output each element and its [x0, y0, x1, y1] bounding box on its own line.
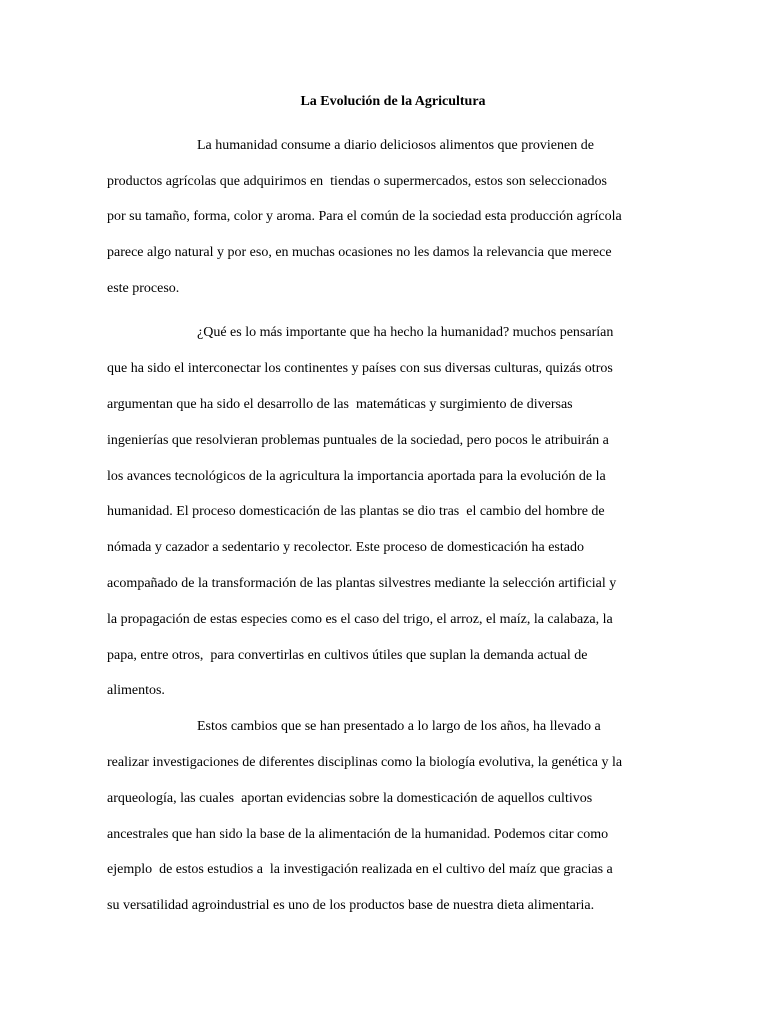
- paragraph-2-line-4: ingenierías que resolvieran problemas puntuales de la sociedad, pero pocos le atribuirán a: [107, 433, 609, 448]
- paragraph-2-line-5: los avances tecnológicos de la agricultura la importancia aportada para la evolución de la: [107, 469, 606, 484]
- paragraph-1-line-1: La humanidad consume a diario deliciosos alimentos que provienen de: [197, 138, 594, 153]
- paragraph-3-line-4: ancestrales que han sido la base de la alimentación de la humanidad. Podemos citar como: [107, 827, 609, 842]
- paragraph-3-line-6: su versatilidad agroindustrial es uno de los productos base de nuestra dieta alimentaria.: [107, 898, 595, 913]
- paragraph-2-line-7: nómada y cazador a sedentario y recolector. Este proceso de domesticación ha estado: [107, 540, 584, 555]
- paragraph-3-line-1: Estos cambios que se han presentado a lo largo de los años, ha llevado a: [197, 719, 601, 734]
- paragraph-2-line-11: alimentos.: [107, 683, 165, 698]
- paragraph-2-line-10: papa, entre otros, para convertirlas en cultivos útiles que suplan la demanda actual de: [107, 648, 588, 663]
- paragraph-1-line-5: este proceso.: [107, 281, 180, 296]
- paragraph-2-line-2: que ha sido el interconectar los continentes y países con sus diversas culturas, quizás otros: [107, 361, 613, 376]
- paragraph-2-line-6: humanidad. El proceso domesticación de las plantas se dio tras el cambio del hombre de: [107, 504, 605, 519]
- paragraph-1-line-3: por su tamaño, forma, color y aroma. Para el común de la sociedad esta producción agrícola: [107, 209, 622, 224]
- paragraph-1-line-4: parece algo natural y por eso, en muchas ocasiones no les damos la relevancia que merece: [107, 245, 612, 260]
- paragraph-2-line-8: acompañado de la transformación de las plantas silvestres mediante la selección artificial y: [107, 576, 617, 591]
- paragraph-2-line-3: argumentan que ha sido el desarrollo de las matemáticas y surgimiento de diversas: [107, 397, 573, 412]
- paragraph-3-line-2: realizar investigaciones de diferentes disciplinas como la biología evolutiva, la genética y la: [107, 755, 623, 770]
- paragraph-1-line-2: productos agrícolas que adquirimos en tiendas o supermercados, estos son seleccionados: [107, 174, 607, 189]
- paragraph-2-line-9: la propagación de estas especies como es el caso del trigo, el arroz, el maíz, la calabaza, la: [107, 612, 613, 627]
- paragraph-3-line-3: arqueología, las cuales aportan evidencias sobre la domesticación de aquellos cultivos: [107, 791, 593, 806]
- paragraph-2-line-1: ¿Qué es lo más importante que ha hecho la humanidad? muchos pensarían: [197, 325, 614, 340]
- document-title: La Evolución de la Agricultura: [300, 94, 486, 109]
- paragraph-3-line-5: ejemplo de estos estudios a la investigación realizada en el cultivo del maíz que gracias a: [107, 862, 613, 877]
